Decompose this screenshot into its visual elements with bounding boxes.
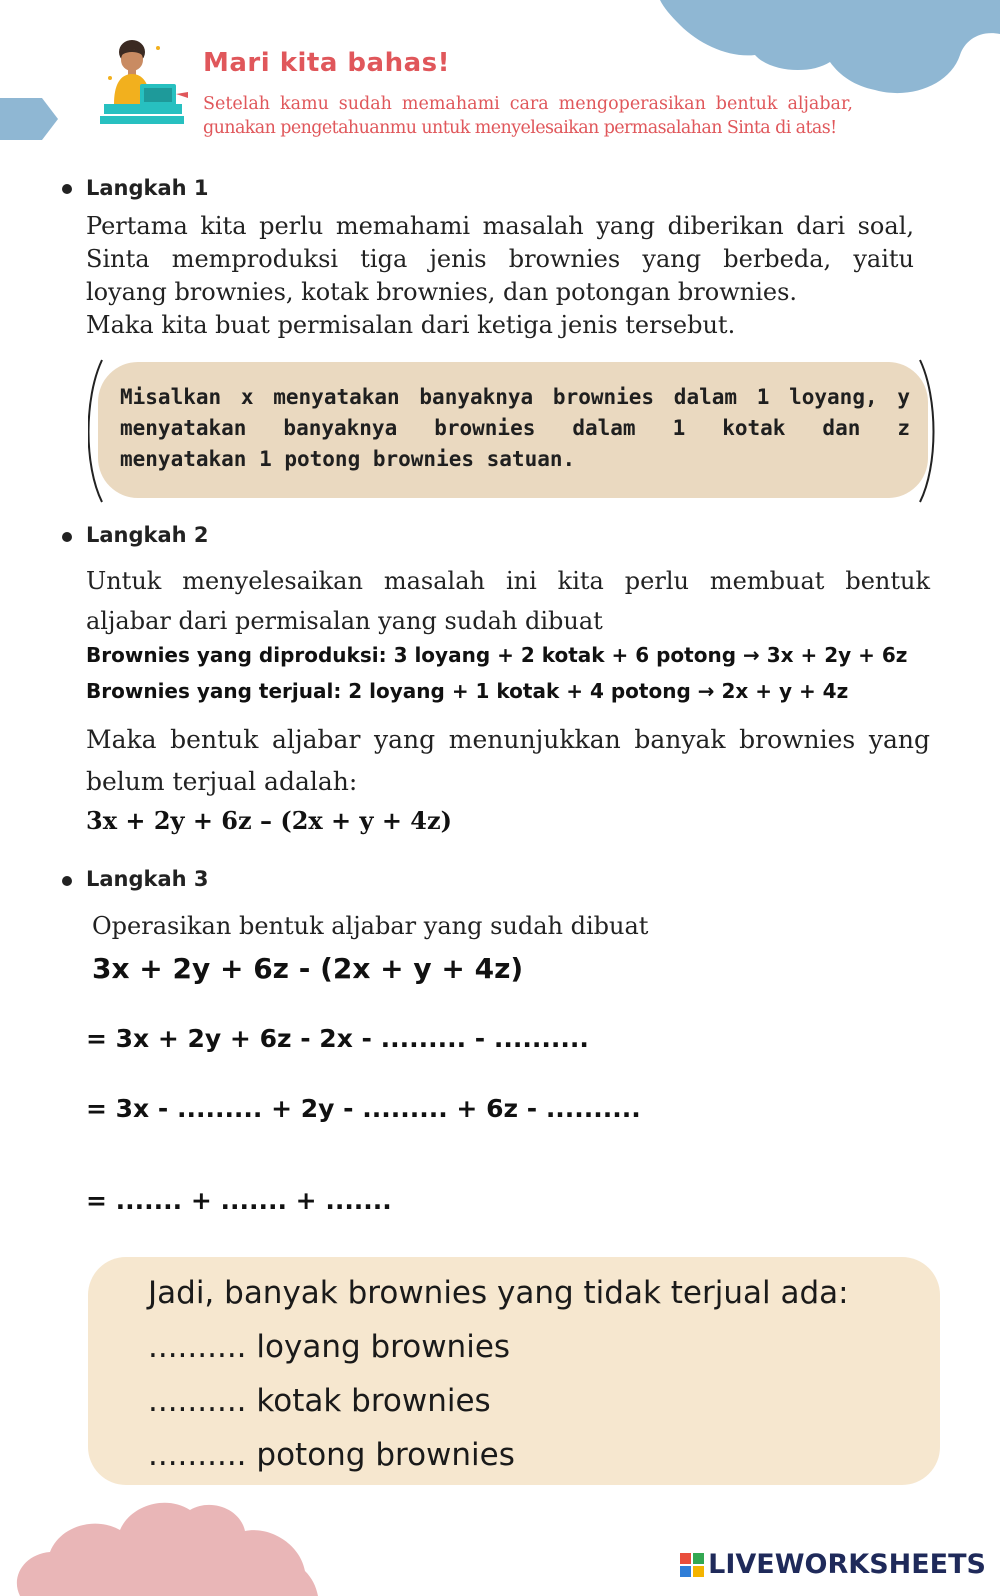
cloud-decoration-top	[660, 0, 1000, 100]
page-subtitle	[203, 92, 853, 140]
answer-item-loyang: .......... loyang brownies	[148, 1329, 511, 1365]
step-3-label: Langkah 3	[86, 867, 209, 891]
bullet-icon	[62, 184, 72, 194]
bullet-icon	[62, 532, 72, 542]
answer-title: Jadi, banyak brownies yang tidak terjual ada:	[148, 1275, 849, 1311]
definition-line: Misalkan x menyatakan banyaknya brownies dalam 1 loyang, y	[120, 385, 910, 409]
paragraph-line: Maka bentuk aljabar yang menunjukkan banyak brownies yang	[86, 725, 930, 754]
produced-expression: Brownies yang diproduksi: 3 loyang + 2 kotak + 6 potong → 3x + 2y + 6z	[86, 643, 908, 667]
paragraph-line: belum terjual adalah:	[86, 767, 358, 796]
answer-box	[88, 1257, 940, 1485]
page-title: Mari kita bahas!	[203, 48, 450, 78]
definition-box	[88, 358, 936, 498]
paragraph-line: aljabar dari permisalan yang sudah dibuat	[86, 607, 603, 635]
step-3-intro: Operasikan bentuk aljabar yang sudah dibuat	[92, 912, 649, 940]
paragraph-line: loyang brownies, kotak brownies, dan potongan brownies.	[86, 278, 798, 306]
step-3-expression: 3x + 2y + 6z - (2x + y + 4z)	[92, 952, 524, 985]
brand-name: LIVEWORKSHEETS	[708, 1549, 986, 1580]
definition-text	[120, 382, 910, 475]
step-2-intro	[86, 561, 930, 641]
working-line-2: = 3x - ......... + 2y - ......... + 6z - ..........	[86, 1094, 641, 1123]
working-line-3: = ....... + ....... + .......	[86, 1186, 392, 1215]
working-line-1: = 3x + 2y + 6z - 2x - ......... - ..........	[86, 1024, 589, 1053]
cloud-decoration-bottom	[0, 1486, 320, 1596]
section-arrow-tab	[0, 98, 60, 140]
step-1-paragraph	[86, 210, 914, 342]
step-2-conclusion	[86, 719, 930, 803]
brand-grid-icon	[680, 1553, 704, 1577]
liveworksheets-logo	[680, 1549, 986, 1580]
answer-item-potong: .......... potong brownies	[148, 1437, 515, 1473]
definition-line: menyatakan banyaknya brownies dalam 1 kotak dan z	[120, 416, 910, 440]
definition-line: menyatakan 1 potong brownies satuan.	[120, 447, 576, 471]
answer-item-kotak: .......... kotak brownies	[148, 1383, 491, 1419]
step-1-label: Langkah 1	[86, 176, 209, 200]
sold-expression: Brownies yang terjual: 2 loyang + 1 kotak + 4 potong → 2x + y + 4z	[86, 679, 849, 703]
subtitle-line: Setelah kamu sudah memahami cara mengoperasikan bentuk aljabar,	[203, 94, 853, 114]
paragraph-line: Pertama kita perlu memahami masalah yang diberikan dari soal,	[86, 212, 914, 240]
teacher-illustration-icon	[100, 38, 190, 138]
bullet-icon	[62, 876, 72, 886]
paragraph-line: Maka kita buat permisalan dari ketiga jenis tersebut.	[86, 311, 736, 339]
subtitle-line: gunakan pengetahuanmu untuk menyelesaikan permasalahan Sinta di atas!	[203, 118, 837, 138]
step-2-label: Langkah 2	[86, 523, 209, 547]
paragraph-line: Sinta memproduksi tiga jenis brownies yang berbeda, yaitu	[86, 245, 914, 273]
paragraph-line: Untuk menyelesaikan masalah ini kita perlu membuat bentuk	[86, 567, 930, 595]
remaining-expression: 3x + 2y + 6z – (2x + y + 4z)	[86, 806, 452, 835]
